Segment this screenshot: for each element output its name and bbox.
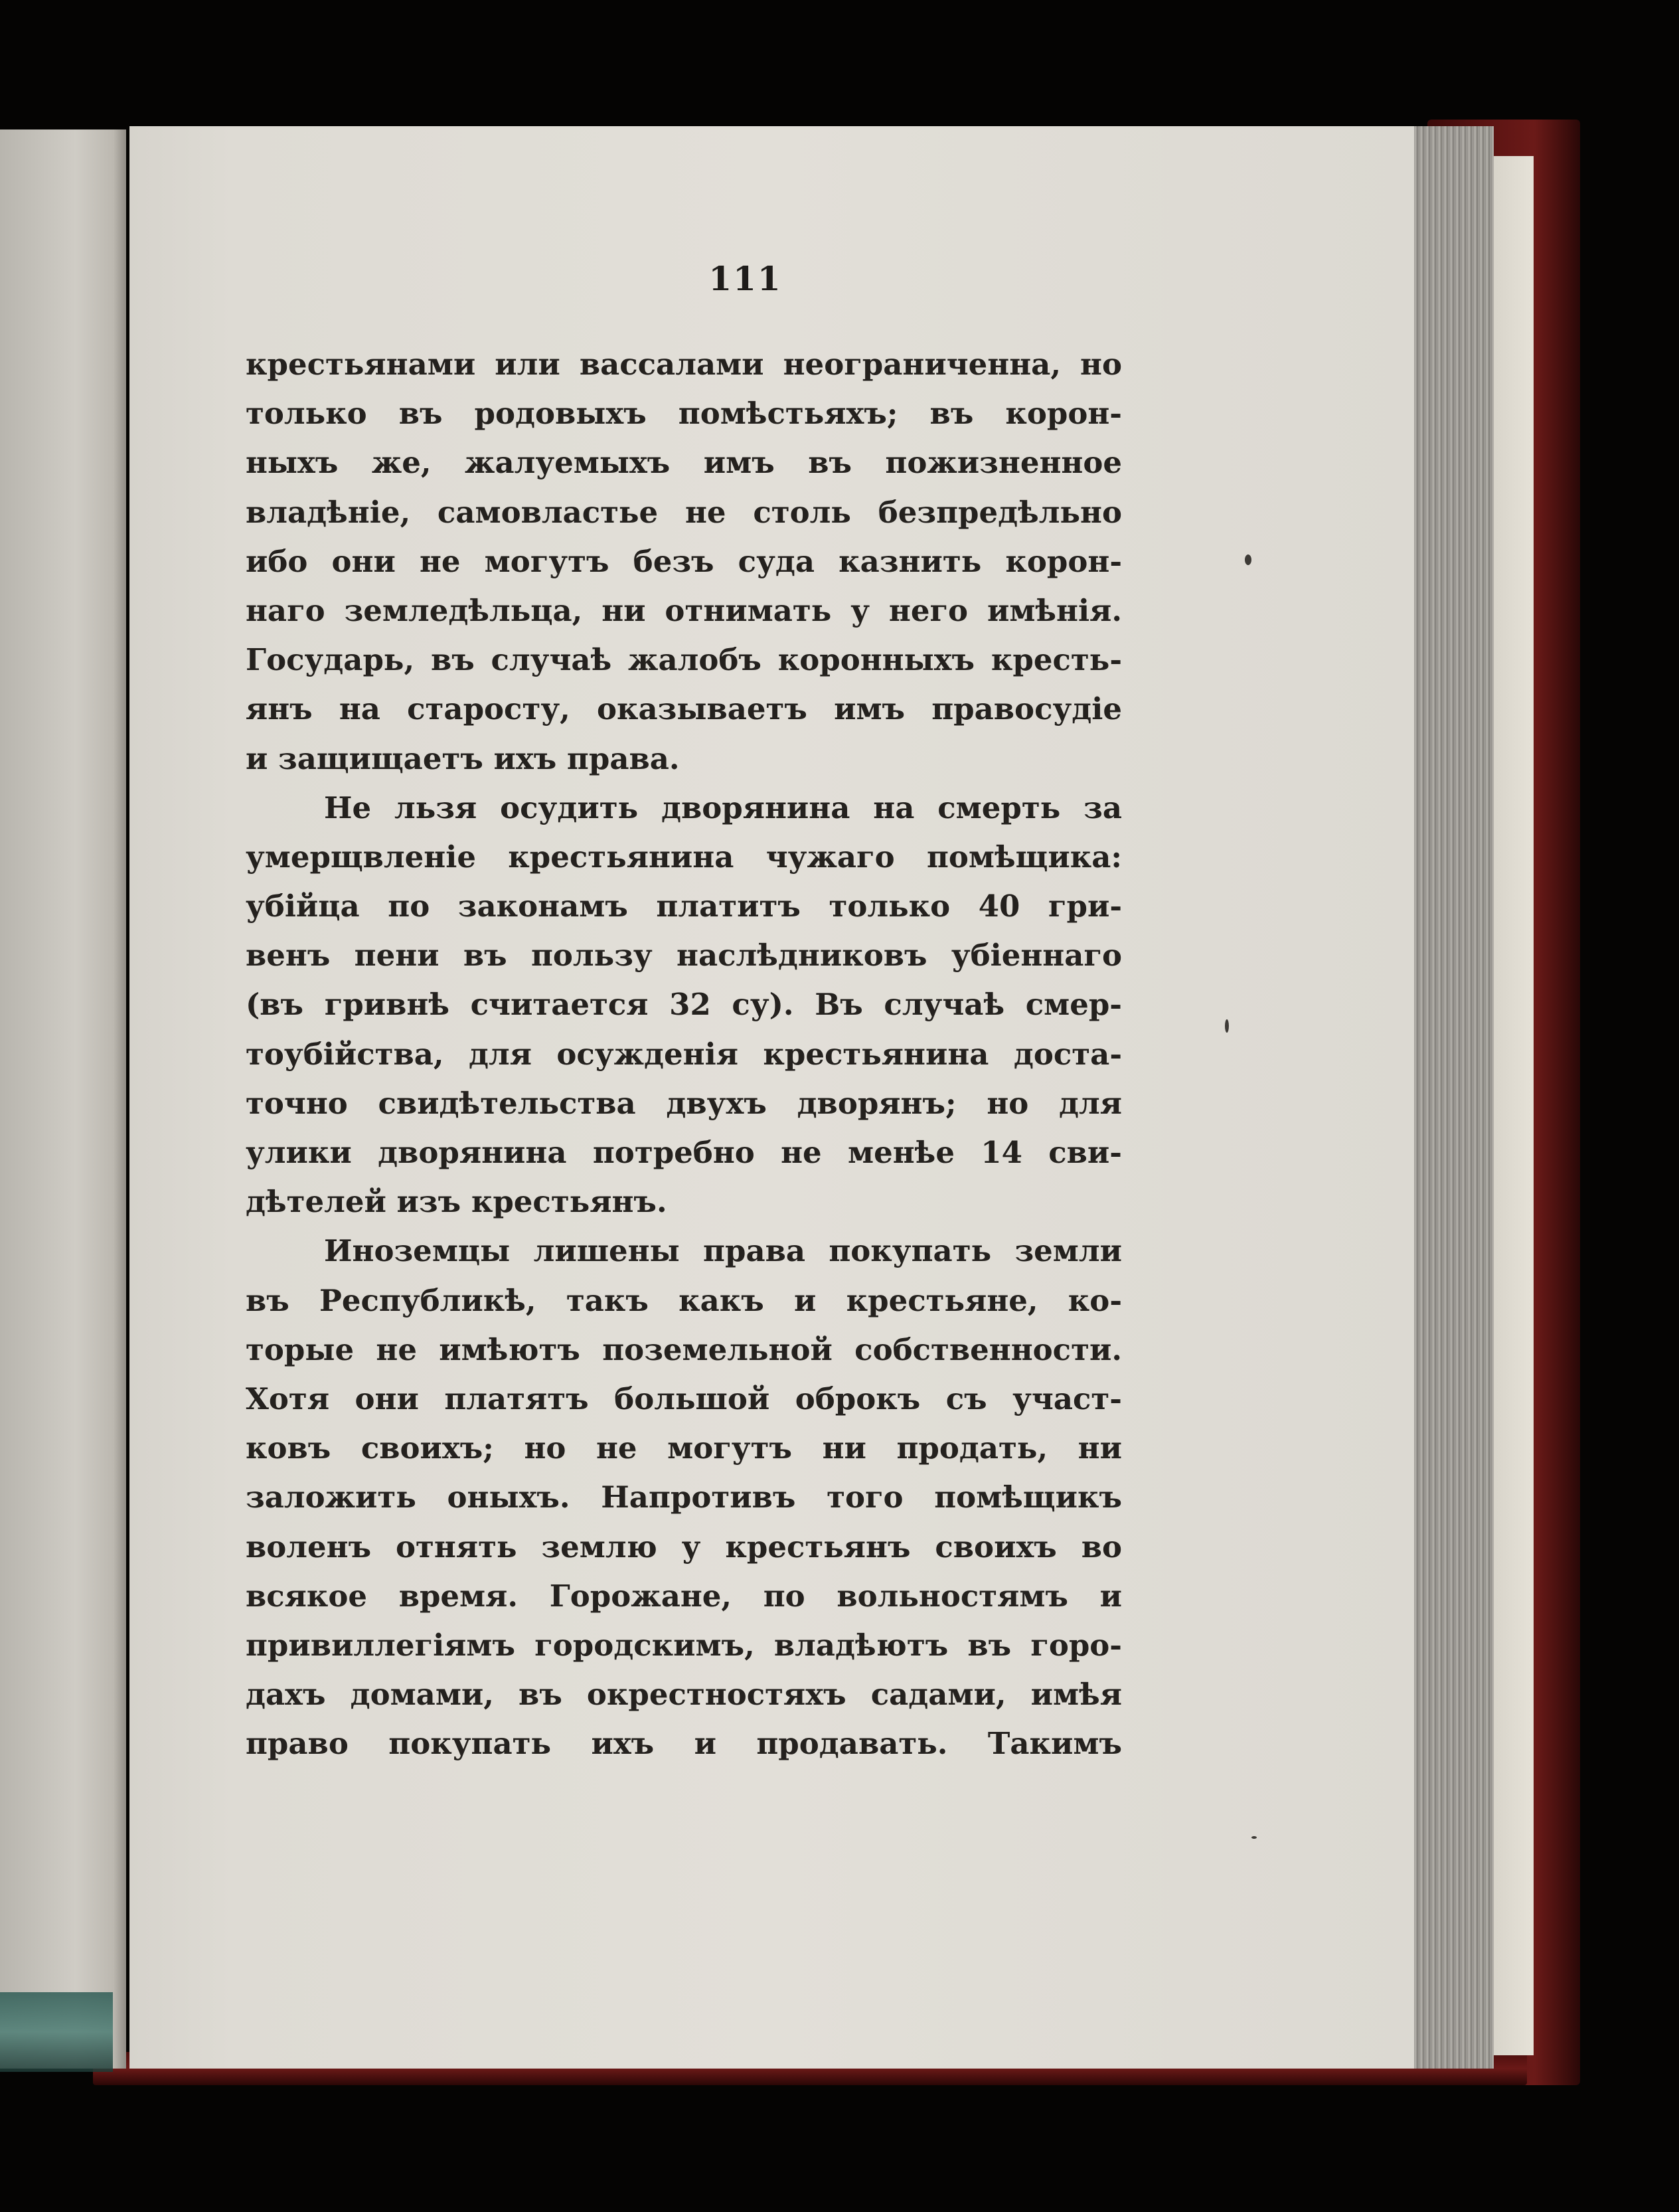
text-line: въ Республикѣ, такъ какъ и крестьяне, ко- [246,1282,1122,1318]
text-line: ныхъ же, жалуемыхъ имъ въ пожизненное [246,445,1122,481]
text-line: улики дворянина потребно не менѣе 14 сви- [246,1135,1122,1170]
page-number: 111 [708,259,782,298]
left-page-endpaper [0,1992,113,2072]
page-edge-light [1490,156,1534,2055]
paper-speck [1245,554,1251,565]
text-line: ковъ своихъ; но не могутъ ни продать, ни [246,1430,1122,1466]
book-page [129,126,1414,2069]
text-line: заложить оныхъ. Напротивъ того помѣщикъ [246,1480,1122,1515]
text-line: тоубійства, для осужденія крестьянина доста- [246,1036,1122,1072]
text-line: Хотя они платятъ большой оброкъ съ участ- [246,1381,1122,1416]
text-line: крестьянами или вассалами неограниченна, но [246,347,1122,382]
text-line: торые не имѣютъ поземельной собственности. [246,1331,1122,1367]
text-line: всякое время. Горожане, по вольностямъ и [246,1578,1122,1614]
text-line: Иноземцы лишены права покупать земли [324,1233,1122,1269]
page-stack-edges [1407,126,1494,2069]
text-line: дѣтелей изъ крестьянъ. [246,1184,667,1220]
paper-speck [1225,1019,1229,1033]
text-line: наго земледѣльца, ни отнимать у него имѣнія. [246,592,1122,628]
text-line: (въ гривнѣ считается 32 су). Въ случаѣ смер- [246,987,1122,1023]
text-line: право покупать ихъ и продавать. Такимъ [246,1726,1122,1762]
paper-speck [1251,1836,1257,1839]
left-facing-page [0,129,126,2069]
text-line: Не льзя осудить дворянина на смерть за [324,790,1122,825]
text-line: убійца по законамъ платитъ только 40 гри- [246,889,1122,924]
text-line: венъ пени въ пользу наслѣдниковъ убіеннаго [246,938,1122,974]
text-line: воленъ отнять землю у крестьянъ своихъ во [246,1529,1122,1565]
page-body-text [246,340,1122,1768]
text-line: точно свидѣтельства двухъ дворянъ; но для [246,1085,1122,1121]
text-line: привиллегіямъ городскимъ, владѣютъ въ горо- [246,1627,1122,1663]
text-line: дахъ домами, въ окрестностяхъ садами, имѣя [246,1677,1122,1713]
text-line: ибо они не могутъ безъ суда казнить корон- [246,543,1122,579]
text-line: янъ на старосту, оказываетъ имъ правосудіе [246,691,1122,727]
text-line: умерщвленіе крестьянина чужаго помѣщика: [246,839,1122,875]
text-line: владѣніе, самовластье не столь безпредѣльно [246,494,1122,530]
text-line: и защищаетъ ихъ права. [246,740,680,776]
text-line: только въ родовыхъ помѣстьяхъ; въ корон- [246,396,1122,432]
text-line: Государь, въ случаѣ жалобъ коронныхъ кресть- [246,642,1122,678]
